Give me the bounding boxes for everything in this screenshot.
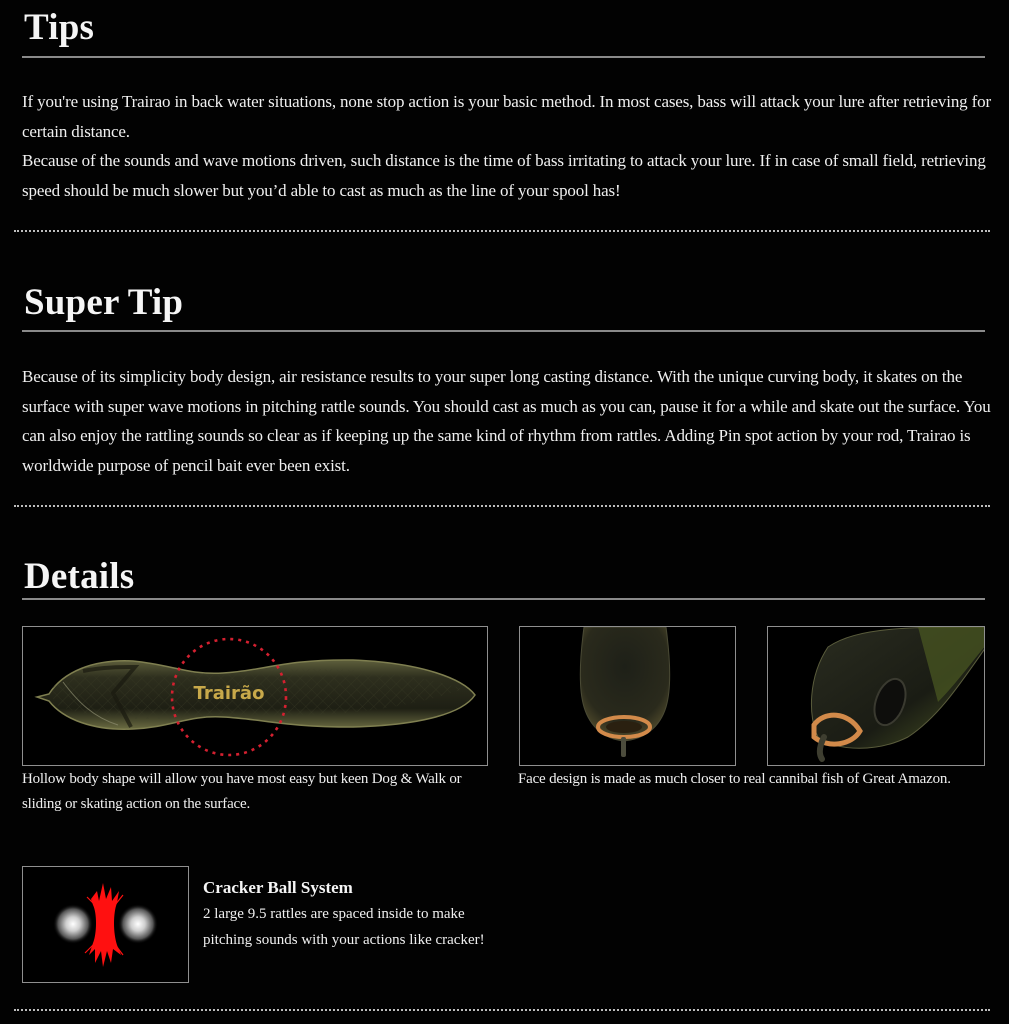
lure-body-image — [22, 626, 488, 766]
lure-body-illustration — [23, 627, 488, 766]
super-tip-paragraph: Because of its simplicity body design, air resistance results to your super long casting distance. With the unique curving body, it skates on the surface with super wave motions in pitching rattle sounds. You should cast as much as you can, pause it for a while and skate out the surface. You can also enjoy the rattling sounds so clear as if keeping up the same kind of rhythm from rattles. Adding Pin spot action by your rod, Trairao is worldwide purpose of pencil bait ever been exist. — [22, 367, 991, 475]
details-heading-rule — [22, 598, 985, 600]
tips-heading: Tips — [24, 7, 95, 48]
trairao-logo-text: Trairão — [193, 683, 265, 704]
lure-face-front-illustration — [520, 627, 736, 766]
lure-body-caption: Hollow body shape will allow you have most easy but keen Dog & Walk or sliding or skating action on the surface. — [22, 771, 462, 812]
rattle-ball-left — [53, 904, 93, 944]
section-divider — [14, 505, 990, 507]
section-divider — [14, 1009, 990, 1011]
cracker-ball-image — [22, 866, 189, 983]
tips-heading-rule — [22, 56, 985, 58]
cracker-ball-illustration — [23, 867, 189, 983]
lure-face-angle-image — [767, 626, 985, 766]
tips-paragraph-2: Because of the sounds and wave motions driven, such distance is the time of bass irritating to attack your lure. If in case of small field, retrieving speed should be much slower but you’d able to cast as much as the line of your spool has! — [22, 151, 986, 200]
super-tip-heading: Super Tip — [24, 282, 184, 323]
lure-face-front-image — [519, 626, 736, 766]
rattle-ball-right — [118, 904, 158, 944]
section-divider — [14, 230, 990, 232]
lure-face-angle-illustration — [768, 627, 985, 766]
lure-face-caption: Face design is made as much closer to real cannibal fish of Great Amazon. — [518, 771, 951, 787]
details-heading: Details — [24, 556, 135, 597]
tips-paragraph-1: If you're using Trairao in back water situations, none stop action is your basic method. In most cases, bass will attack your lure after retrieving for certain distance. — [22, 92, 992, 141]
cracker-ball-description: 2 large 9.5 rattles are spaced inside to make pitching sounds with your actions like cracker! — [203, 906, 485, 948]
super-tip-heading-rule — [22, 330, 985, 332]
cracker-ball-title: Cracker Ball System — [203, 878, 353, 897]
